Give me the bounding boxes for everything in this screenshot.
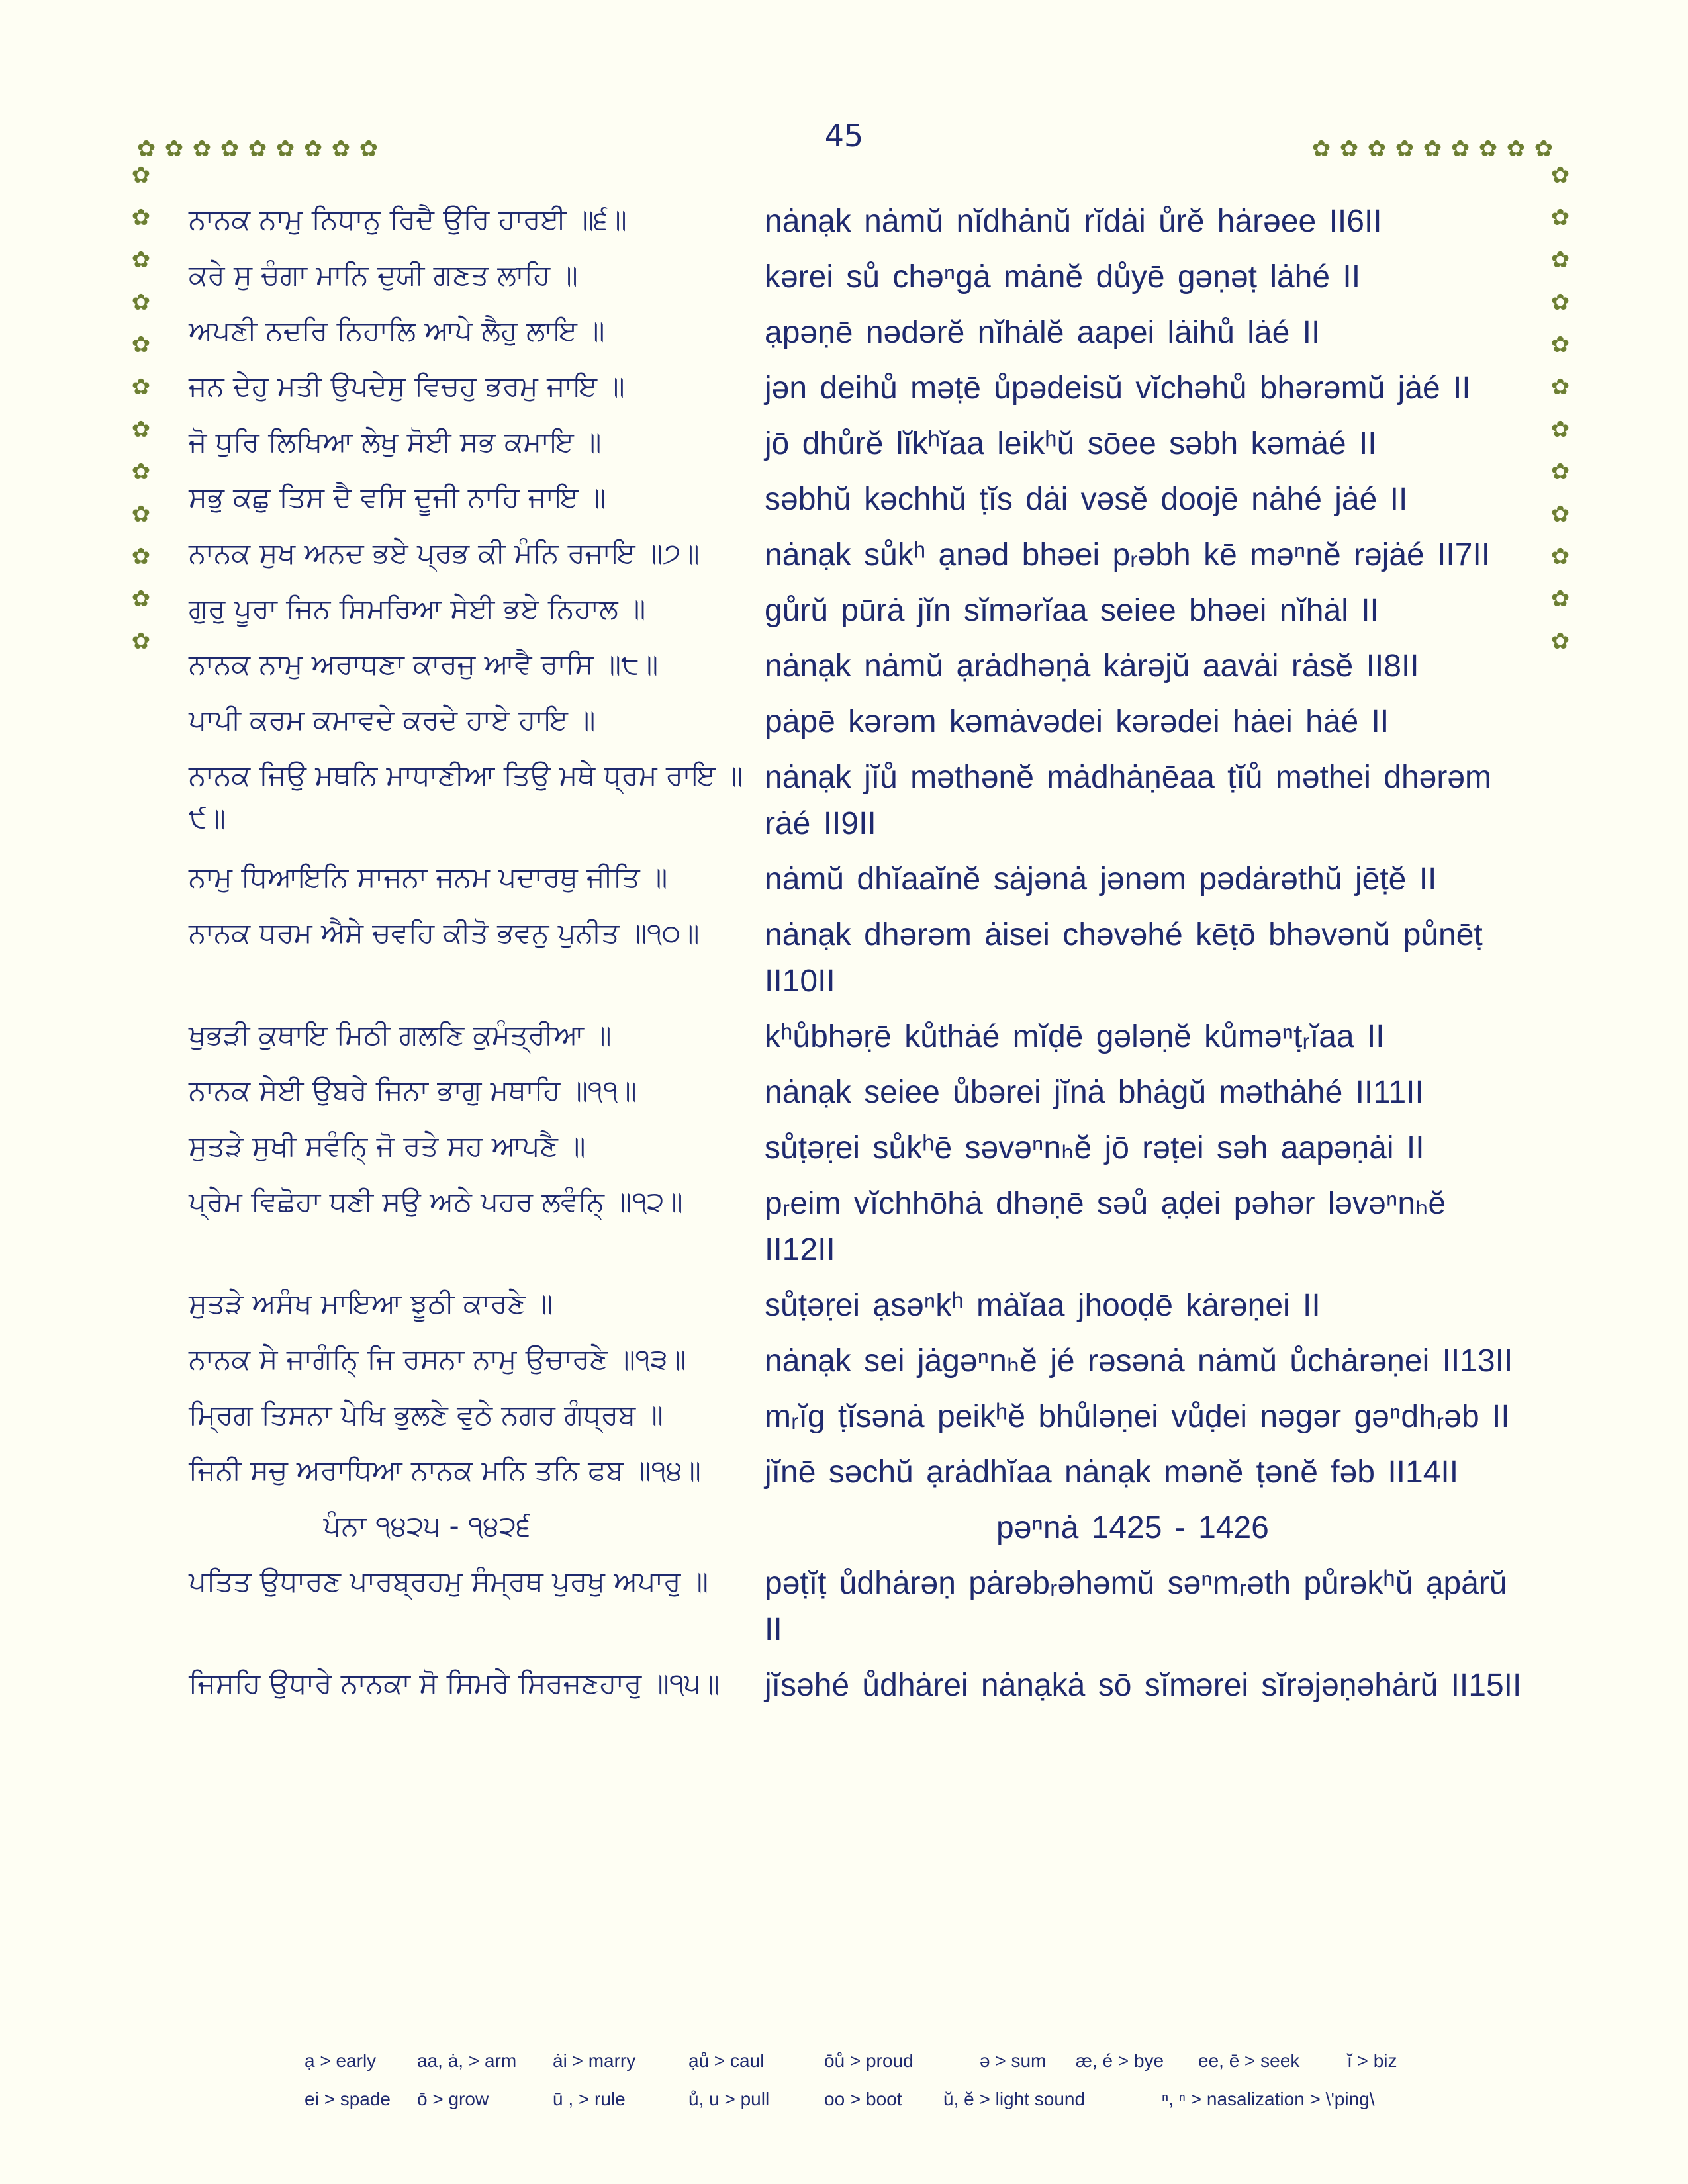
flower-icon: ✿ [1534, 136, 1554, 162]
transliteration-text: pᵣeim vĭchhōhȧ dhəṇē səů ạḍei pəhər ləvəⁿnₕĕ II12II [765, 1186, 1446, 1267]
verse-line [189, 699, 1529, 745]
legend-item: ạ > early [305, 2050, 377, 2071]
flower-icon: ✿ [131, 205, 151, 231]
flower-icon: ✿ [248, 136, 267, 162]
legend-item: aa, ȧ, > arm [417, 2050, 517, 2071]
verse-line [189, 365, 1529, 412]
legend-item: æ, é > bye [1076, 2050, 1164, 2071]
transliteration-text: səbhŭ kəchhŭ ṭĭs dȧi vəsĕ doojē nȧhé jȧé II [765, 482, 1408, 517]
gurmukhi-text: ਨਾਨਕ ਜਿਉ ਮਥਨਿ ਮਾਧਾਣੀਆ ਤਿਉ ਮਥੇ ਧ੍ਰਮ ਰਾਇ ॥੯॥ [189, 759, 743, 834]
page-reference-heading [189, 1505, 1529, 1551]
transliteration-text: sůṭəṛei sůkʰē səvəⁿnₕĕ jō rəṭei səh aapəṇȧi II [765, 1130, 1425, 1165]
transliteration-text: nȧmŭ dhĭaaĭnĕ sȧjənȧ jənəm pədȧrəthŭ jēṭĕ II [765, 862, 1437, 897]
verse-line [189, 199, 1529, 245]
flower-icon: ✿ [303, 136, 323, 162]
flower-icon: ✿ [131, 162, 151, 189]
gurmukhi-text: ਪਤਿਤ ਉਧਾਰਣ ਪਾਰਬ੍ਰਹਮੁ ਸੰਮ੍ਰਥ ਪੁਰਖੁ ਅਪਾਰੁ ॥ [189, 1565, 709, 1598]
transliteration-text: pəṭĭṭ ůdhȧrəṇ pȧrəbᵣəhəmŭ səⁿmᵣəth půrəkʰŭ ạpȧrŭ II [765, 1566, 1507, 1647]
flower-icon: ✿ [131, 416, 151, 443]
verse-line [189, 588, 1529, 634]
gurmukhi-text: ਜੋ ਧੁਰਿ ਲਿਖਿਆ ਲੇਖੁ ਸੋਈ ਸਭ ਕਮਾਇ ॥ [189, 426, 602, 458]
legend-item: ĭ > biz [1347, 2050, 1397, 2071]
verse-list [189, 199, 1529, 1718]
legend-row-2 [305, 2080, 1496, 2118]
flower-icon: ✿ [1367, 136, 1387, 162]
flower-icon: ✿ [131, 247, 151, 273]
transliteration-text: jĭsəhé ůdhȧrei nȧnạkȧ sō sĭmərei sĭrəjəṇəhȧrŭ II15II [765, 1668, 1522, 1703]
transliteration-text: ạpəṇē nədərĕ nĭhȧlĕ aapei lȧihů lȧé II [765, 315, 1321, 350]
legend-item: ū , > rule [553, 2089, 626, 2109]
flower-icon: ✿ [1550, 374, 1570, 400]
gurmukhi-text: ਨਾਮੁ ਧਿਆਇਨਿ ਸਾਜਨਾ ਜਨਮ ਪਦਾਰਥੁ ਜੀਤਿ ॥ [189, 861, 668, 893]
flower-icon: ✿ [1550, 586, 1570, 612]
legend-item: oo > boot [824, 2089, 902, 2109]
gurmukhi-text: ਪਾਪੀ ਕਰਮ ਕਮਾਵਦੇ ਕਰਦੇ ਹਾਏ ਹਾਇ ॥ [189, 704, 596, 736]
legend-item: ə > sum [980, 2050, 1047, 2071]
gurmukhi-text: ਪ੍ਰੇਮ ਵਿਛੋਹਾ ਧਣੀ ਸਉ ਅਠੇ ਪਹਰ ਲਵੰਨਿ੍ ॥੧੨॥ [189, 1185, 683, 1218]
transliteration-text: jən deihů məṭē ůpədeisŭ vĭchəhů bhərəmŭ jȧé II [765, 371, 1471, 406]
transliteration-text: jĭnē səchŭ ạrȧdhĭaa nȧnạk mənĕ ṭənĕ fəb II14II [765, 1455, 1459, 1490]
flower-icon: ✿ [131, 332, 151, 358]
flower-icon: ✿ [1550, 501, 1570, 527]
gurmukhi-text: ਨਾਨਕ ਸੁਖ ਅਨਦ ਭਏ ਪ੍ਰਭ ਕੀ ਮੰਨਿ ਰਜਾਇ ॥੭॥ [189, 537, 700, 569]
flower-icon: ✿ [1478, 136, 1498, 162]
flower-icon: ✿ [1450, 136, 1470, 162]
flower-icon: ✿ [164, 136, 184, 162]
flower-icon: ✿ [192, 136, 212, 162]
verse-line [189, 1181, 1529, 1273]
verse-line [189, 1069, 1529, 1116]
flower-icon: ✿ [136, 136, 156, 162]
page-number: 45 [824, 118, 864, 154]
verse-line [189, 643, 1529, 690]
top-left-flower-border [132, 136, 383, 162]
flower-icon: ✿ [131, 586, 151, 612]
flower-icon: ✿ [131, 628, 151, 655]
gurmukhi-text: ਸੁਤੜੇ ਅਸੰਖ ਮਾਇਆ ਝੂਠੀ ਕਾਰਣੇ ॥ [189, 1287, 553, 1320]
flower-icon: ✿ [1550, 543, 1570, 570]
verse-line [189, 1449, 1529, 1496]
transliteration-text: jō dhůrĕ lĭkʰĭaa leikʰŭ sōee səbh kəmȧé II [765, 426, 1377, 461]
verse-line [189, 754, 1529, 847]
gurmukhi-text: ਅਪਣੀ ਨਦਰਿ ਨਿਹਾਲਿ ਆਪੇ ਲੈਹੁ ਲਾਇ ॥ [189, 314, 605, 347]
legend-row-1 [305, 2042, 1496, 2080]
transliteration-text: mᵣĭg ṭĭsənȧ peikʰĕ bhůləṇei vůḍei nəgər gəⁿdhᵣəb II [765, 1399, 1510, 1434]
transliteration-text: pȧpē kərəm kəmȧvədei kərədei hȧei hȧé II [765, 704, 1389, 739]
transliteration-text: nȧnạk nȧmŭ nĭdhȧnŭ rĭdȧi ůrĕ hȧrəee II6II [765, 204, 1382, 239]
verse-line [189, 310, 1529, 356]
flower-icon: ✿ [331, 136, 351, 162]
flower-icon: ✿ [359, 136, 379, 162]
gurmukhi-text: ਗੁਰੁ ਪੂਰਾ ਜਿਨ ਸਿਮਰਿਆ ਸੇਈ ਭਏ ਨਿਹਾਲ ॥ [189, 592, 646, 625]
verse-line [189, 477, 1529, 523]
flower-icon: ✿ [1550, 289, 1570, 316]
gurmukhi-text: ਨਾਨਕ ਧਰਮ ਐਸੇ ਚਵਹਿ ਕੀਤੋ ਭਵਨੁ ਪੁਨੀਤ ॥੧੦॥ [189, 917, 700, 949]
transliteration-text: kərei sů chəⁿgȧ mȧnĕ důyē gəṇəṭ lȧhé II [765, 259, 1361, 295]
transliteration-text: nȧnạk sei jȧgəⁿnₕĕ jé rəsənȧ nȧmŭ ůchȧrəṇei II13II [765, 1343, 1513, 1379]
gurmukhi-text: ਨਾਨਕ ਸੇਈ ਉਬਰੇ ਜਿਨਾ ਭਾਗੁ ਮਥਾਹਿ ॥੧੧॥ [189, 1074, 637, 1107]
transliteration-text: nȧnạk jĭů məthənĕ mȧdhȧṇēaa ṭĭů məthei dhərəm rȧé II9II [765, 760, 1492, 841]
gurmukhi-text: ਨਾਨਕ ਨਾਮੁ ਅਰਾਧਣਾ ਕਾਰਜੁ ਆਵੈ ਰਾਸਿ ॥੮॥ [189, 648, 659, 680]
gurmukhi-text: ਖੁਭੜੀ ਕੁਥਾਇ ਮਿਠੀ ਗਲਣਿ ਕੁਮੰਤ੍ਰੀਆ ॥ [189, 1019, 612, 1051]
flower-icon: ✿ [1550, 247, 1570, 273]
gurmukhi-text: ਨਾਨਕ ਨਾਮੁ ਨਿਧਾਨੁ ਰਿਦੈ ਉਰਿ ਹਾਰਈ ॥੬॥ [189, 203, 627, 236]
flower-icon: ✿ [1550, 162, 1570, 189]
gurmukhi-text: ਜਨ ਦੇਹੁ ਮਤੀ ਉਪਦੇਸੁ ਵਿਚਹੁ ਭਰਮੁ ਜਾਇ ॥ [189, 370, 625, 402]
flower-icon: ✿ [1395, 136, 1415, 162]
verse-line [189, 1338, 1529, 1385]
gurmukhi-text: ਜਿਨੀ ਸਚੁ ਅਰਾਧਿਆ ਨਾਨਕ ਮਨਿ ਤਨਿ ਫਬ ॥੧੪॥ [189, 1454, 701, 1486]
verse-line [189, 532, 1529, 578]
verse-line [189, 254, 1529, 300]
legend-item: ee, ē > seek [1198, 2050, 1300, 2071]
flower-icon: ✿ [1550, 628, 1570, 655]
top-right-flower-border [1307, 136, 1558, 162]
legend-item: ů, u > pull [688, 2089, 770, 2109]
flower-icon: ✿ [1506, 136, 1526, 162]
transliteration-text: kʰůbhəṛē kůthȧé mĭḍē gələṇĕ kůməⁿṭᵣĭaa II [765, 1019, 1385, 1054]
transliteration-text: nȧnạk nȧmŭ ạrȧdhəṇȧ kȧrəjŭ aavȧi rȧsĕ II8II [765, 649, 1419, 684]
transliteration-text: nȧnạk dhərəm ȧisei chəvəhé kēṭō bhəvənŭ půnēṭ II10II [765, 917, 1483, 999]
gurmukhi-text: ਸੁਤੜੇ ਸੁਖੀ ਸਵੰਨਿ੍ ਜੋ ਰਤੇ ਸਹ ਆਪਣੈ ॥ [189, 1130, 586, 1162]
flower-icon: ✿ [1550, 416, 1570, 443]
right-flower-border [1546, 162, 1574, 670]
verse-line [189, 1125, 1529, 1171]
gurmukhi-text: ਨਾਨਕ ਸੇ ਜਾਗੰਨਿ੍ ਜਿ ਰਸਨਾ ਨਾਮੁ ਉਚਾਰਣੇ ॥੧੩॥ [189, 1343, 686, 1375]
legend-item: ō > grow [417, 2089, 489, 2109]
transliteration-text: nȧnạk seiee ůbərei jĭnȧ bhȧgŭ məthȧhé II11II [765, 1075, 1424, 1110]
pronunciation-legend [305, 2042, 1496, 2118]
flower-icon: ✿ [1423, 136, 1442, 162]
verse-line [189, 421, 1529, 467]
flower-icon: ✿ [1339, 136, 1359, 162]
legend-item: ạů > caul [688, 2050, 765, 2071]
gurmukhi-text: ਕਰੇ ਸੁ ਚੰਗਾ ਮਾਨਿ ਦੁਯੀ ਗਣਤ ਲਾਹਿ ॥ [189, 259, 578, 291]
gurmukhi-text: ਮ੍ਰਿਗ ਤਿਸਨਾ ਪੇਖਿ ਭੁਲਣੇ ਵੁਠੇ ਨਗਰ ਗੰਧ੍ਰਬ ॥ [189, 1398, 663, 1431]
verse-line [189, 1662, 1529, 1709]
flower-icon: ✿ [1550, 459, 1570, 485]
flower-icon: ✿ [1311, 136, 1331, 162]
verse-line [189, 1394, 1529, 1440]
verse-line [189, 856, 1529, 903]
flower-icon: ✿ [275, 136, 295, 162]
verse-line [189, 1283, 1529, 1329]
flower-icon: ✿ [131, 289, 151, 316]
legend-item: ŭ, ĕ > light sound [943, 2089, 1086, 2109]
flower-icon: ✿ [131, 374, 151, 400]
left-flower-border [127, 162, 155, 670]
legend-item: ōů > proud [824, 2050, 914, 2071]
legend-item: ȧi > marry [553, 2050, 636, 2071]
flower-icon: ✿ [131, 459, 151, 485]
verse-line [189, 1561, 1529, 1653]
legend-item: ei > spade [305, 2089, 391, 2109]
transliteration-text: nȧnạk sůkʰ ạnəd bhəei pᵣəbh kē məⁿnĕ rəjȧé II7II [765, 537, 1491, 572]
flower-icon: ✿ [131, 543, 151, 570]
gurmukhi-heading: ਪੰਨਾ ੧੪੨੫ - ੧੪੨੬ [323, 1510, 531, 1542]
flower-icon: ✿ [1550, 205, 1570, 231]
transliteration-text: gůrŭ pūrȧ jĭn sĭmərĭaa seiee bhəei nĭhȧl II [765, 593, 1379, 628]
verse-line [189, 912, 1529, 1005]
gurmukhi-text: ਜਿਸਹਿ ਉਧਾਰੇ ਨਾਨਕਾ ਸੋ ਸਿਮਰੇ ਸਿਰਜਣਹਾਰੁ ॥੧੫॥ [189, 1667, 720, 1700]
legend-item: ⁿ, ⁿ > nasalization > \'ping\ [1162, 2089, 1375, 2109]
verse-line [189, 1014, 1529, 1060]
transliteration-heading: pəⁿnȧ 1425 - 1426 [996, 1510, 1269, 1545]
gurmukhi-text: ਸਭੁ ਕਛੁ ਤਿਸ ਦੈ ਵਸਿ ਦੂਜੀ ਨਾਹਿ ਜਾਇ ॥ [189, 481, 606, 514]
transliteration-text: sůṭəṛei ạsəⁿkʰ mȧĭaa jhooḍē kȧrəṇei II [765, 1288, 1321, 1323]
flower-icon: ✿ [1550, 332, 1570, 358]
flower-icon: ✿ [220, 136, 240, 162]
flower-icon: ✿ [131, 501, 151, 527]
